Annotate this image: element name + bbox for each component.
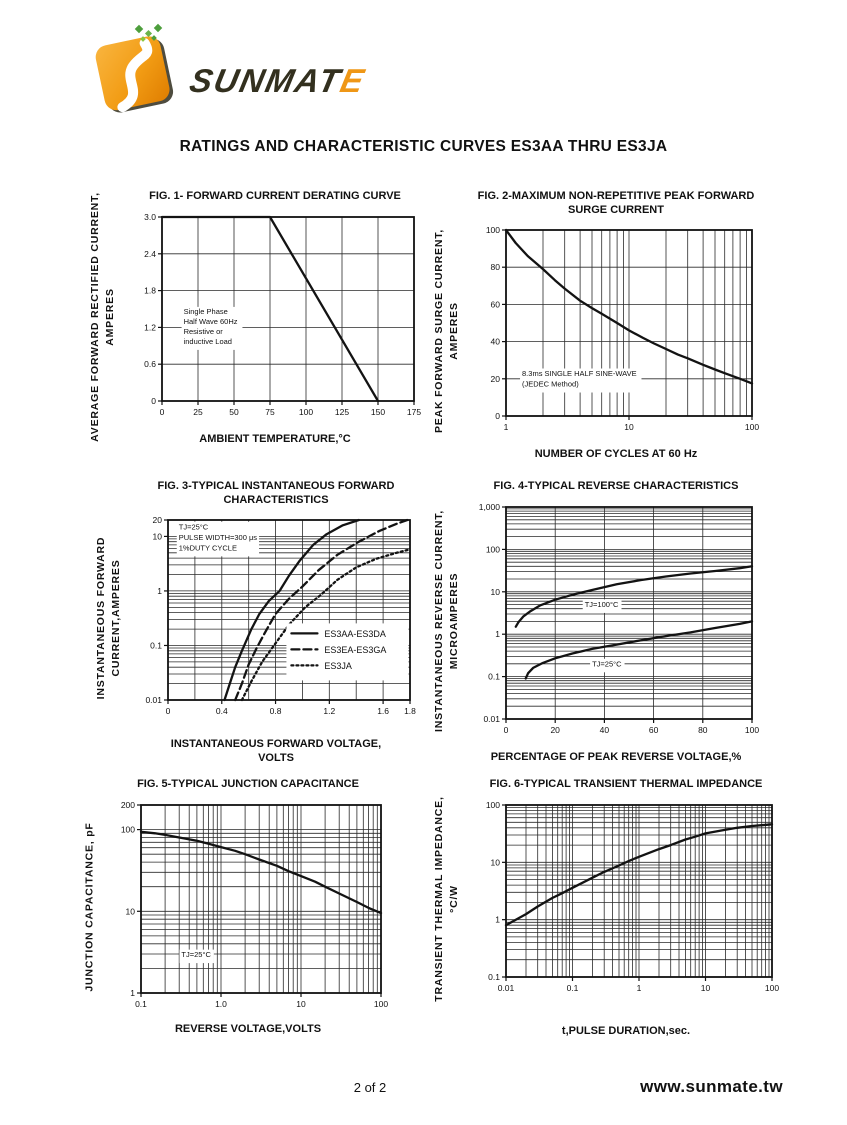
svg-text:20: 20	[550, 724, 560, 735]
svg-text:100: 100	[744, 422, 760, 432]
sunmate-logo-graphic	[84, 20, 384, 120]
svg-text:0.01: 0.01	[483, 713, 500, 724]
svg-text:ES3EA-ES3GA: ES3EA-ES3GA	[324, 644, 387, 655]
svg-text:10: 10	[152, 531, 162, 542]
figure-3-title: FIG. 3-TYPICAL INSTANTANEOUS FORWARD CHARACTERISTICS	[157, 480, 395, 506]
svg-text:Resistive or: Resistive or	[183, 326, 223, 336]
svg-text:Single Phase: Single Phase	[183, 306, 228, 316]
svg-text:50: 50	[229, 406, 239, 417]
page-title: RATINGS AND CHARACTERISTIC CURVES ES3AA THRU ES3JA	[179, 138, 668, 155]
svg-text:10: 10	[296, 998, 306, 1009]
figure-2-peak-forward-surge-current	[428, 190, 766, 462]
svg-text:SUNMATE	[186, 63, 368, 100]
svg-text:0: 0	[151, 395, 156, 406]
svg-text:2.4: 2.4	[144, 248, 156, 259]
figure-4-x-axis-label: PERCENTAGE OF PEAK REVERSE VOLTAGE,%	[490, 750, 742, 763]
svg-text:inductive Load: inductive Load	[183, 336, 232, 346]
svg-text:40: 40	[490, 336, 500, 347]
svg-text:1: 1	[157, 585, 162, 596]
website-url: www.sunmate.tw	[640, 1077, 783, 1096]
svg-text:1.8: 1.8	[404, 706, 416, 716]
svg-text:100: 100	[373, 998, 389, 1009]
svg-text:0.1: 0.1	[150, 640, 162, 651]
logo-wordmark	[186, 63, 368, 100]
figure-5-title: FIG. 5-TYPICAL JUNCTION CAPACITANCE	[137, 778, 359, 790]
figure-6-title: FIG. 6-TYPICAL TRANSIENT THERMAL IMPEDANCE	[489, 778, 763, 790]
svg-text:TJ=25°C: TJ=25°C	[181, 949, 211, 959]
figure-4-chart-canvas	[466, 499, 766, 743]
svg-text:175: 175	[406, 406, 422, 417]
svg-text:100: 100	[120, 824, 135, 835]
figure-3-chart-canvas	[128, 512, 424, 724]
svg-text:1: 1	[130, 987, 135, 998]
svg-text:0: 0	[503, 724, 509, 735]
svg-text:1: 1	[636, 982, 642, 993]
svg-text:TJ=100°C: TJ=100°C	[584, 599, 619, 609]
svg-text:0.8: 0.8	[269, 706, 282, 716]
svg-text:(JEDEC Method): (JEDEC Method)	[522, 379, 579, 389]
svg-text:0: 0	[495, 411, 500, 421]
figure-5-junction-capacitance	[78, 778, 395, 1036]
svg-text:1,000: 1,000	[478, 501, 500, 512]
figure-6-transient-thermal-impedance	[428, 778, 786, 1038]
wordmark-accent: E	[336, 63, 369, 100]
svg-text:1: 1	[503, 422, 509, 432]
svg-text:100: 100	[485, 543, 500, 554]
svg-text:TJ=25°C: TJ=25°C	[592, 658, 622, 668]
svg-text:150: 150	[370, 406, 386, 417]
svg-text:10: 10	[624, 422, 634, 432]
svg-text:100: 100	[485, 799, 500, 810]
figure-6-x-axis-label: t,PULSE DURATION,sec.	[561, 1024, 691, 1037]
svg-text:60: 60	[490, 299, 500, 310]
figure-1-y-axis-label: AVERAGE FORWARD RECTIFIED CURRENT, AMPERES	[89, 191, 116, 442]
figure-5-y-axis-label: JUNCTION CAPACITANCE, pF	[83, 821, 95, 992]
svg-text:1.8: 1.8	[144, 285, 156, 296]
svg-text:0: 0	[159, 406, 165, 417]
svg-text:ES3JA: ES3JA	[324, 660, 352, 671]
svg-text:1.2: 1.2	[144, 321, 156, 332]
figure-4-reverse-characteristics	[428, 480, 766, 764]
svg-text:60: 60	[648, 724, 659, 735]
svg-text:25: 25	[193, 406, 203, 417]
figure-2-chart-canvas	[466, 222, 766, 440]
svg-text:80: 80	[490, 262, 500, 273]
svg-text:TJ=25°C: TJ=25°C	[178, 522, 209, 532]
figure-6-y-axis-label: TRANSIENT THERMAL IMPEDANCE, °C/W	[433, 795, 460, 1002]
svg-text:20: 20	[152, 515, 162, 525]
figure-5-x-axis-label: REVERSE VOLTAGE,VOLTS	[174, 1022, 322, 1035]
svg-text:100: 100	[744, 724, 760, 735]
svg-text:PULSE WIDTH=300 μs: PULSE WIDTH=300 μs	[178, 532, 258, 542]
svg-text:3.0: 3.0	[144, 211, 156, 222]
figure-2-x-axis-label: NUMBER OF CYCLES AT 60 Hz	[534, 448, 698, 460]
figure-3-x-axis-label: INSTANTANEOUS FORWARD VOLTAGE, VOLTS	[170, 738, 382, 764]
svg-text:10: 10	[125, 905, 135, 916]
svg-text:0.4: 0.4	[215, 706, 228, 716]
svg-text:20: 20	[490, 373, 500, 384]
svg-text:0.6: 0.6	[144, 358, 156, 369]
svg-text:0.1: 0.1	[566, 982, 579, 993]
svg-text:ES3AA-ES3DA: ES3AA-ES3DA	[324, 628, 386, 639]
svg-text:10: 10	[490, 856, 500, 867]
sunmate-logo	[84, 20, 384, 125]
svg-text:0.1: 0.1	[135, 998, 147, 1009]
svg-text:8.3ms SINGLE HALF SINE-WAVE: 8.3ms SINGLE HALF SINE-WAVE	[522, 369, 637, 379]
figure-2-title: FIG. 2-MAXIMUM NON-REPETITIVE PEAK FORWARD SURGE CURRENT	[477, 190, 755, 216]
svg-text:0: 0	[165, 706, 171, 716]
svg-text:1%DUTY CYCLE: 1%DUTY CYCLE	[178, 543, 237, 553]
svg-text:0.01: 0.01	[145, 695, 162, 705]
svg-text:200: 200	[120, 799, 135, 810]
figure-2-y-axis-label: PEAK FORWARD SURGE CURRENT, AMPERES	[433, 228, 460, 434]
svg-text:0.1: 0.1	[488, 671, 500, 682]
figure-4-y-axis-label: INSTANTANEOUS REVERSE CURRENT, MICROAMPERES	[433, 509, 460, 732]
figure-1-forward-current-derating	[84, 190, 428, 446]
figure-1-chart-canvas	[122, 209, 428, 425]
figure-1-title: FIG. 1- FORWARD CURRENT DERATING CURVE	[149, 190, 401, 202]
figure-3-instantaneous-forward-characteristics	[90, 480, 424, 765]
svg-text:1.2: 1.2	[323, 706, 336, 716]
svg-text:1: 1	[495, 914, 500, 925]
svg-text:100: 100	[485, 225, 500, 235]
svg-text:Half Wave 60Hz: Half Wave 60Hz	[183, 316, 238, 326]
figure-6-chart-canvas	[466, 797, 786, 1001]
svg-text:75: 75	[265, 406, 275, 417]
svg-text:0.1: 0.1	[488, 971, 500, 982]
figure-3-y-axis-label: INSTANTANEOUS FORWARD CURRENT,AMPERES	[95, 536, 122, 700]
svg-text:1.6: 1.6	[377, 706, 390, 716]
svg-text:80: 80	[698, 724, 708, 735]
svg-text:1: 1	[495, 628, 500, 639]
svg-text:40: 40	[599, 724, 610, 735]
figure-4-title: FIG. 4-TYPICAL REVERSE CHARACTERISTICS	[493, 480, 739, 492]
svg-text:10: 10	[490, 586, 500, 597]
figure-1-x-axis-label: AMBIENT TEMPERATURE,°C	[199, 432, 351, 445]
logo-mark	[93, 33, 175, 115]
svg-text:100: 100	[764, 982, 780, 993]
svg-text:100: 100	[298, 406, 314, 417]
svg-text:10: 10	[700, 982, 711, 993]
svg-text:1.0: 1.0	[215, 998, 227, 1009]
figure-5-chart-canvas	[101, 797, 395, 1017]
svg-text:125: 125	[334, 406, 350, 417]
page-number: 2 of 2	[353, 1080, 387, 1095]
wordmark-main: SUNMAT	[186, 63, 345, 100]
svg-text:0.01: 0.01	[497, 982, 515, 993]
